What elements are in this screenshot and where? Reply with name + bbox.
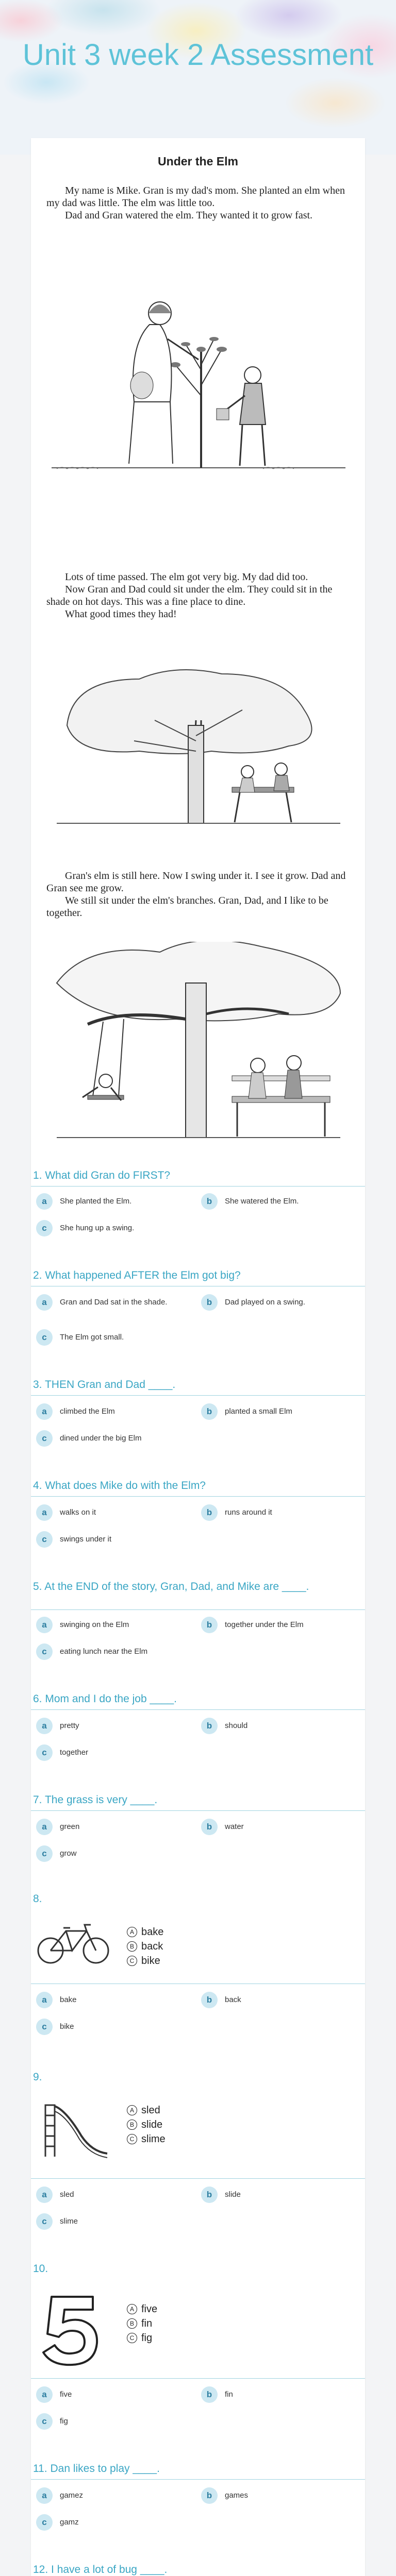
question-1-text: 1. What did Gran do FIRST? xyxy=(33,1170,171,1181)
option-badge: b xyxy=(201,1718,218,1734)
option-badge: c xyxy=(36,1329,53,1346)
story-paragraph-3: Gran's elm is still here. Now I swing under it. I see it grow. Dad and Gran see me grow. We still sit under the elm's branches. Gran, Dad, and I like to be together. xyxy=(46,870,346,919)
question-12-text: 12. I have a lot of bug ____. xyxy=(33,2564,168,2575)
option-badge: a xyxy=(36,2187,53,2203)
divider xyxy=(31,1709,365,1710)
option-badge: c xyxy=(36,1845,53,1862)
picture-word-choices: A sled B slide C slime xyxy=(127,2103,166,2146)
option-badge: c xyxy=(36,1220,53,1236)
bike-icon xyxy=(35,1921,112,1967)
question-11-text: 11. Dan likes to play ____. xyxy=(33,2463,160,2475)
option-badge: b xyxy=(201,2187,218,2203)
swing-illustration xyxy=(46,942,351,1158)
answer-option[interactable]: b slide xyxy=(201,2187,340,2203)
answer-option[interactable]: b runs around it xyxy=(201,1504,340,1521)
answer-option[interactable]: c The Elm got small. xyxy=(36,1329,175,1346)
option-badge: b xyxy=(201,1504,218,1521)
answer-option[interactable]: c swings under it xyxy=(36,1531,175,1548)
question-2-text: 2. What happened AFTER the Elm got big? xyxy=(33,1269,241,1281)
option-badge: c xyxy=(36,2019,53,2035)
option-badge: b xyxy=(201,1617,218,1633)
option-badge: b xyxy=(201,1294,218,1311)
option-badge: a xyxy=(36,1504,53,1521)
story-paragraph-2: Lots of time passed. The elm got very big. My dad did too. Now Gran and Dad could sit under the elm. They could sit in the shade on hot days. This was a fine place to dine. What good times they had! xyxy=(46,571,333,620)
option-badge: a xyxy=(36,1718,53,1734)
answer-option[interactable]: a green xyxy=(36,1819,175,1835)
answer-option[interactable]: b back xyxy=(201,1992,340,2008)
answer-option[interactable]: a sled xyxy=(36,2187,175,2203)
answer-option[interactable]: c dined under the big Elm xyxy=(36,1430,175,1447)
answer-option[interactable]: c together xyxy=(36,1744,175,1761)
answer-option[interactable]: b planted a small Elm xyxy=(201,1403,340,1420)
answer-option[interactable]: b games xyxy=(201,2487,340,2504)
answer-option[interactable]: c slime xyxy=(36,2213,175,2230)
answer-option[interactable]: a gamez xyxy=(36,2487,175,2504)
story-title: Under the Elm xyxy=(158,155,238,168)
picture-word-choices: A bake B back C bike xyxy=(127,1925,163,1968)
answer-option[interactable]: a bake xyxy=(36,1992,175,2008)
answer-option[interactable]: c grow xyxy=(36,1845,175,1862)
question-10-text: 10. xyxy=(33,2263,48,2275)
answer-option[interactable]: c bike xyxy=(36,2019,175,2035)
option-badge: b xyxy=(201,2487,218,2504)
divider xyxy=(31,1496,365,1497)
option-badge: b xyxy=(201,1193,218,1210)
picnic-illustration xyxy=(46,669,351,844)
answer-option[interactable]: b should xyxy=(201,1718,340,1734)
answer-option[interactable]: b together under the Elm xyxy=(201,1617,340,1633)
header-background xyxy=(0,0,396,155)
answer-option[interactable]: a swinging on the Elm xyxy=(36,1617,175,1633)
page-title: Unit 3 week 2 Assessment xyxy=(22,38,374,72)
question-8-text: 8. xyxy=(33,1893,42,1905)
number-five-icon xyxy=(36,2292,103,2369)
option-badge: b xyxy=(201,1403,218,1420)
divider xyxy=(31,2479,365,2480)
option-badge: c xyxy=(36,2213,53,2230)
answer-option[interactable]: a Gran and Dad sat in the shade. xyxy=(36,1294,175,1311)
option-badge: b xyxy=(201,1819,218,1835)
option-badge: a xyxy=(36,1403,53,1420)
option-badge: a xyxy=(36,2386,53,2403)
option-badge: a xyxy=(36,2487,53,2504)
question-6-text: 6. Mom and I do the job ____. xyxy=(33,1693,177,1705)
divider xyxy=(31,1395,365,1396)
story-paragraph-1: My name is Mike. Gran is my dad's mom. She planted an elm when my dad was little. The elm was little too. Dad and Gran watered the elm. They wanted it to grow fast. xyxy=(46,185,345,221)
question-3-text: 3. THEN Gran and Dad ____. xyxy=(33,1379,176,1391)
answer-option[interactable]: c She hung up a swing. xyxy=(36,1220,175,1236)
option-badge: c xyxy=(36,1643,53,1660)
option-badge: b xyxy=(201,1992,218,2008)
divider xyxy=(31,1810,365,1811)
option-badge: b xyxy=(201,2386,218,2403)
answer-option[interactable]: a climbed the Elm xyxy=(36,1403,175,1420)
option-badge: c xyxy=(36,1744,53,1761)
option-badge: c xyxy=(36,2413,53,2430)
option-badge: a xyxy=(36,1617,53,1633)
answer-option[interactable]: b Dad played on a swing. xyxy=(201,1294,340,1311)
question-9-text: 9. xyxy=(33,2071,42,2083)
divider xyxy=(31,1609,365,1610)
worksheet-card xyxy=(31,138,365,2576)
question-7-text: 7. The grass is very ____. xyxy=(33,1794,158,1806)
planting-illustration xyxy=(46,293,351,478)
question-4-text: 4. What does Mike do with the Elm? xyxy=(33,1480,206,1492)
option-badge: c xyxy=(36,2514,53,2531)
divider xyxy=(31,2378,365,2379)
option-badge: a xyxy=(36,1294,53,1311)
answer-option[interactable]: a walks on it xyxy=(36,1504,175,1521)
question-5-text: 5. At the END of the story, Gran, Dad, and Mike are ____. xyxy=(33,1581,309,1592)
answer-option[interactable]: a pretty xyxy=(36,1718,175,1734)
option-badge: c xyxy=(36,1430,53,1447)
answer-option[interactable]: c eating lunch near the Elm xyxy=(36,1643,175,1660)
option-badge: a xyxy=(36,1992,53,2008)
option-badge: a xyxy=(36,1819,53,1835)
answer-option[interactable]: b She watered the Elm. xyxy=(201,1193,340,1210)
divider xyxy=(31,2178,365,2179)
answer-option[interactable]: b water xyxy=(201,1819,340,1835)
answer-option[interactable]: b fin xyxy=(201,2386,340,2403)
answer-option[interactable]: a She planted the Elm. xyxy=(36,1193,175,1210)
option-badge: a xyxy=(36,1193,53,1210)
divider xyxy=(31,1186,365,1187)
picture-word-choices: A five B fin C fig xyxy=(127,2302,157,2345)
slide-icon xyxy=(35,2100,112,2162)
option-badge: c xyxy=(36,1531,53,1548)
answer-option[interactable]: c fig xyxy=(36,2413,175,2430)
answer-option[interactable]: a five xyxy=(36,2386,175,2403)
answer-option[interactable]: c gamz xyxy=(36,2514,175,2531)
